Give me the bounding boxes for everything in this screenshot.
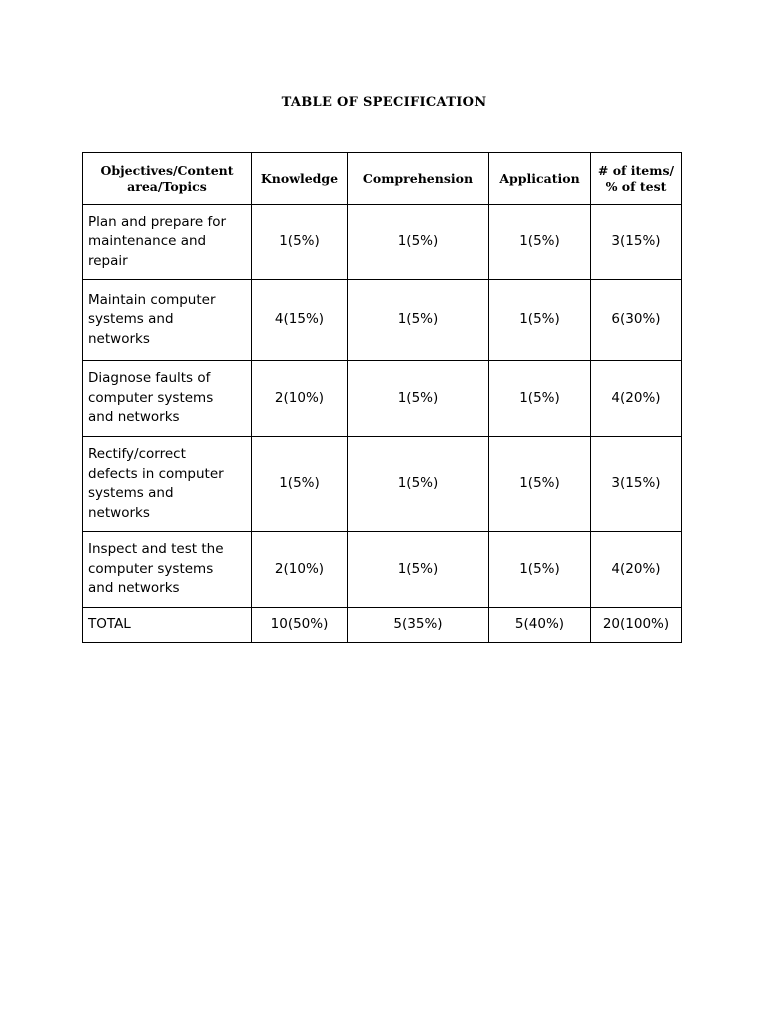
row-comprehension: 1(5%) — [348, 205, 489, 280]
total-comprehension: 5(35%) — [348, 608, 489, 643]
row-topic: Inspect and test the computer systems and networks — [83, 532, 252, 608]
header-objectives: Objectives/Content area/Topics — [83, 153, 252, 205]
table-total-row — [83, 608, 682, 643]
header-items-percent: # of items/ % of test — [591, 153, 682, 205]
row-topic: Plan and prepare for maintenance and repair — [83, 205, 252, 280]
row-topic: Maintain computer systems and networks — [83, 280, 252, 361]
row-knowledge: 1(5%) — [252, 437, 348, 532]
row-application: 1(5%) — [489, 280, 591, 361]
table-row — [83, 361, 682, 437]
row-comprehension: 1(5%) — [348, 361, 489, 437]
total-knowledge: 10(50%) — [252, 608, 348, 643]
row-application: 1(5%) — [489, 361, 591, 437]
total-application: 5(40%) — [489, 608, 591, 643]
header-comprehension: Comprehension — [348, 153, 489, 205]
row-application: 1(5%) — [489, 532, 591, 608]
row-topic: Rectify/correct defects in computer systems and networks — [83, 437, 252, 532]
row-comprehension: 1(5%) — [348, 280, 489, 361]
table-header-row — [83, 153, 682, 205]
table-row — [83, 532, 682, 608]
row-topic: Diagnose faults of computer systems and networks — [83, 361, 252, 437]
table-row — [83, 205, 682, 280]
row-knowledge: 1(5%) — [252, 205, 348, 280]
row-items: 3(15%) — [591, 205, 682, 280]
row-items: 4(20%) — [591, 532, 682, 608]
table-row — [83, 437, 682, 532]
document-title: TABLE OF SPECIFICATION — [281, 95, 487, 110]
header-application: Application — [489, 153, 591, 205]
header-knowledge: Knowledge — [252, 153, 348, 205]
row-comprehension: 1(5%) — [348, 437, 489, 532]
row-application: 1(5%) — [489, 437, 591, 532]
row-items: 6(30%) — [591, 280, 682, 361]
row-knowledge: 2(10%) — [252, 361, 348, 437]
table-row — [83, 280, 682, 361]
total-items: 20(100%) — [591, 608, 682, 643]
row-items: 4(20%) — [591, 361, 682, 437]
row-comprehension: 1(5%) — [348, 532, 489, 608]
total-label: TOTAL — [83, 608, 252, 643]
row-items: 3(15%) — [591, 437, 682, 532]
row-application: 1(5%) — [489, 205, 591, 280]
specification-table — [82, 152, 682, 643]
row-knowledge: 2(10%) — [252, 532, 348, 608]
row-knowledge: 4(15%) — [252, 280, 348, 361]
